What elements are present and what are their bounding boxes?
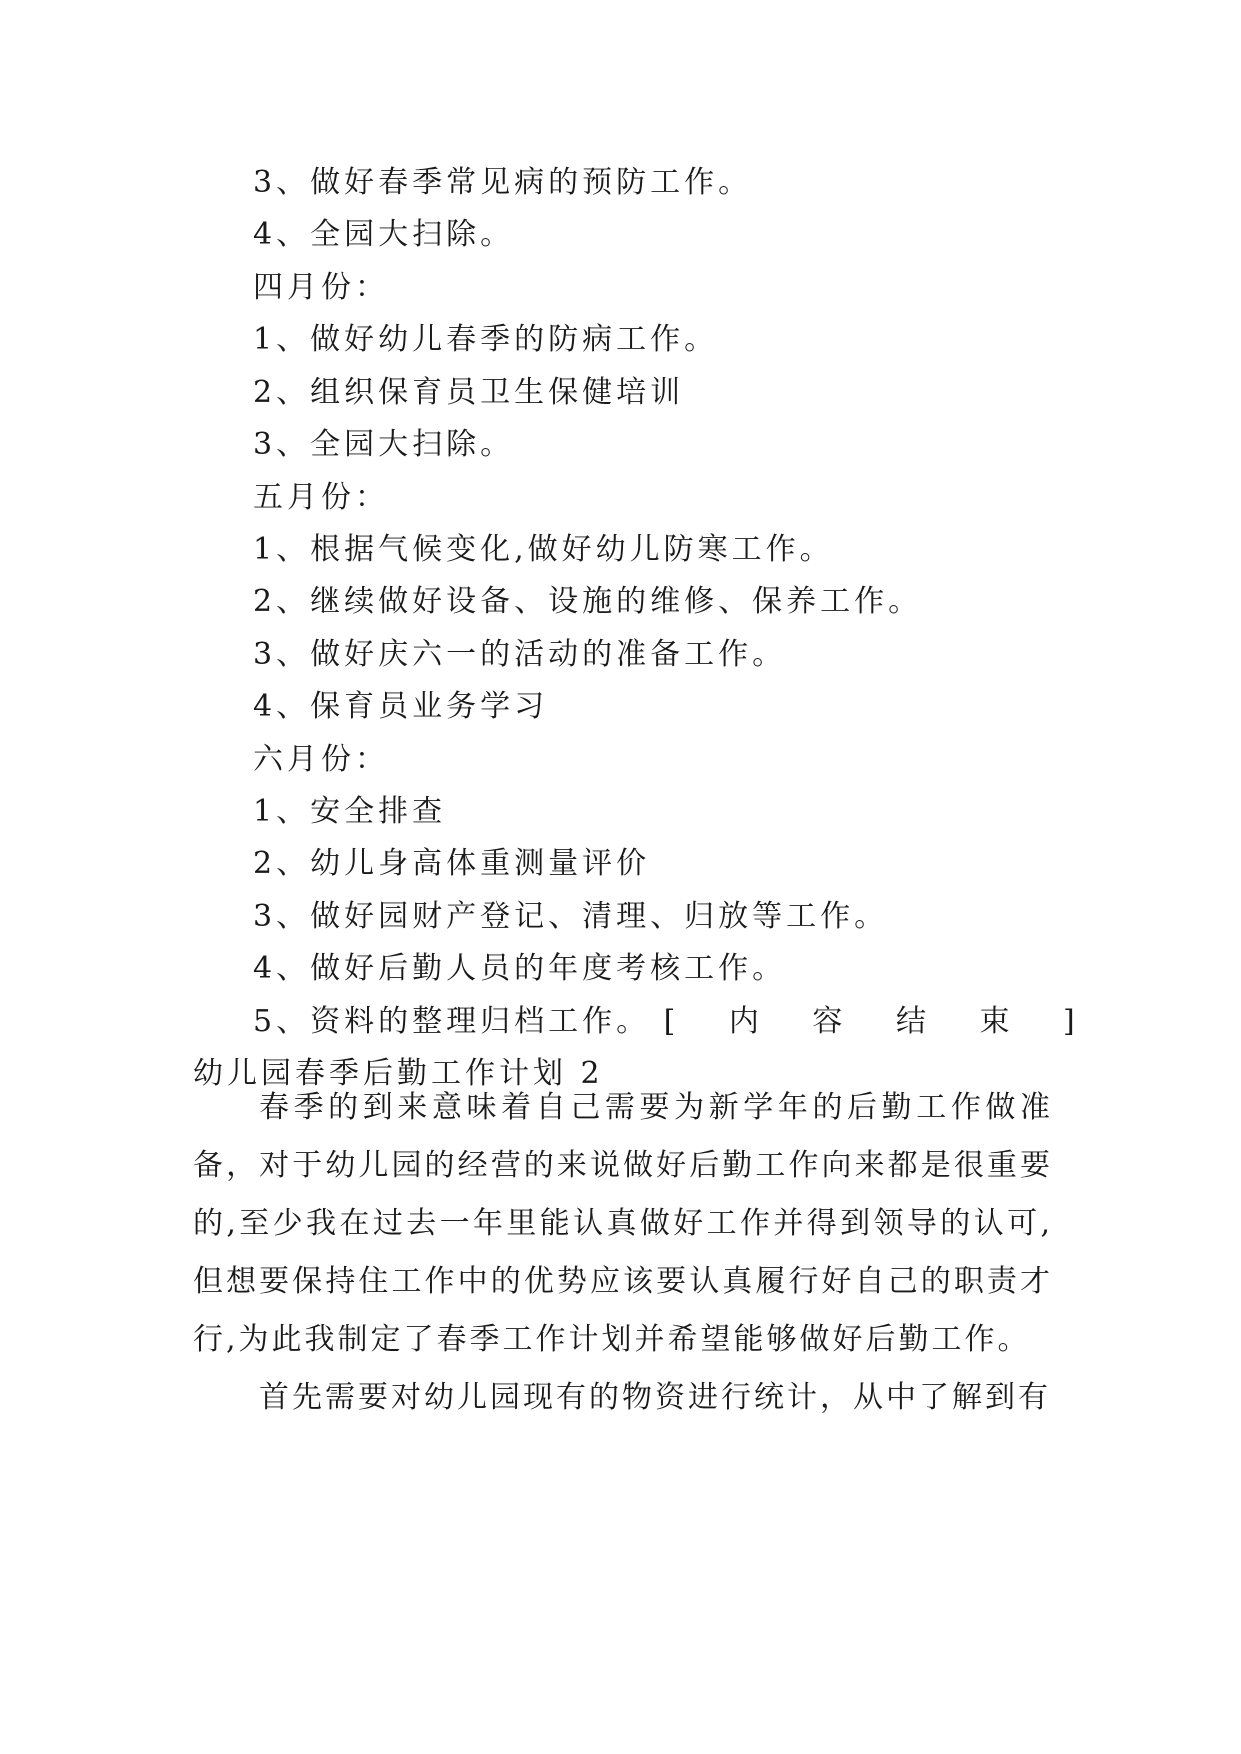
list-item: 2、组织保育员卫生保健培训 xyxy=(253,375,685,410)
list-item: 2、继续做好设备、设施的维修、保养工作。 xyxy=(253,584,923,619)
list-item: 3、做好春季常见病的预防工作。 xyxy=(253,165,753,200)
list-item: 3、全园大扫除。 xyxy=(253,427,515,462)
month-heading: 六月份： xyxy=(253,742,389,777)
list-item: 3、做好园财产登记、清理、归放等工作。 xyxy=(253,899,889,934)
body-paragraph: 春季的到来意味着自己需要为新学年的后勤工作做准备，对于幼儿园的经营的来说做好后勤工作向来都是很重要的,至少我在过去一年里能认真做好工作并得到领导的认可,但想要保持住工作中的优势应该要认真履行好自己的职责才行,为此我制定了春季工作计划并希望能够做好后勤工作。 xyxy=(193,1090,1053,1357)
content-end-mark: [ 内 容 结 束 ] xyxy=(663,1004,1097,1039)
section-title: 幼儿园春季后勤工作计划 2 xyxy=(193,1056,604,1091)
month-heading: 五月份： xyxy=(253,480,389,515)
list-item: 1、安全排查 xyxy=(253,794,447,829)
list-item: 3、做好庆六一的活动的准备工作。 xyxy=(253,637,787,672)
list-item: 4、保育员业务学习 xyxy=(253,689,549,724)
list-item: 2、幼儿身高体重测量评价 xyxy=(253,846,651,881)
list-item: 4、全园大扫除。 xyxy=(253,217,515,252)
list-item-text: 5、资料的整理归档工作。 xyxy=(253,1004,651,1039)
month-heading: 四月份： xyxy=(253,270,389,305)
list-item-last xyxy=(253,1002,1097,1042)
list-item: 1、做好幼儿春季的防病工作。 xyxy=(253,322,719,357)
list-item: 4、做好后勤人员的年度考核工作。 xyxy=(253,951,787,986)
body-paragraph: 首先需要对幼儿园现有的物资进行统计，从中了解到有 xyxy=(259,1380,1051,1415)
list-item: 1、根据气候变化,做好幼儿防寒工作。 xyxy=(253,532,834,567)
